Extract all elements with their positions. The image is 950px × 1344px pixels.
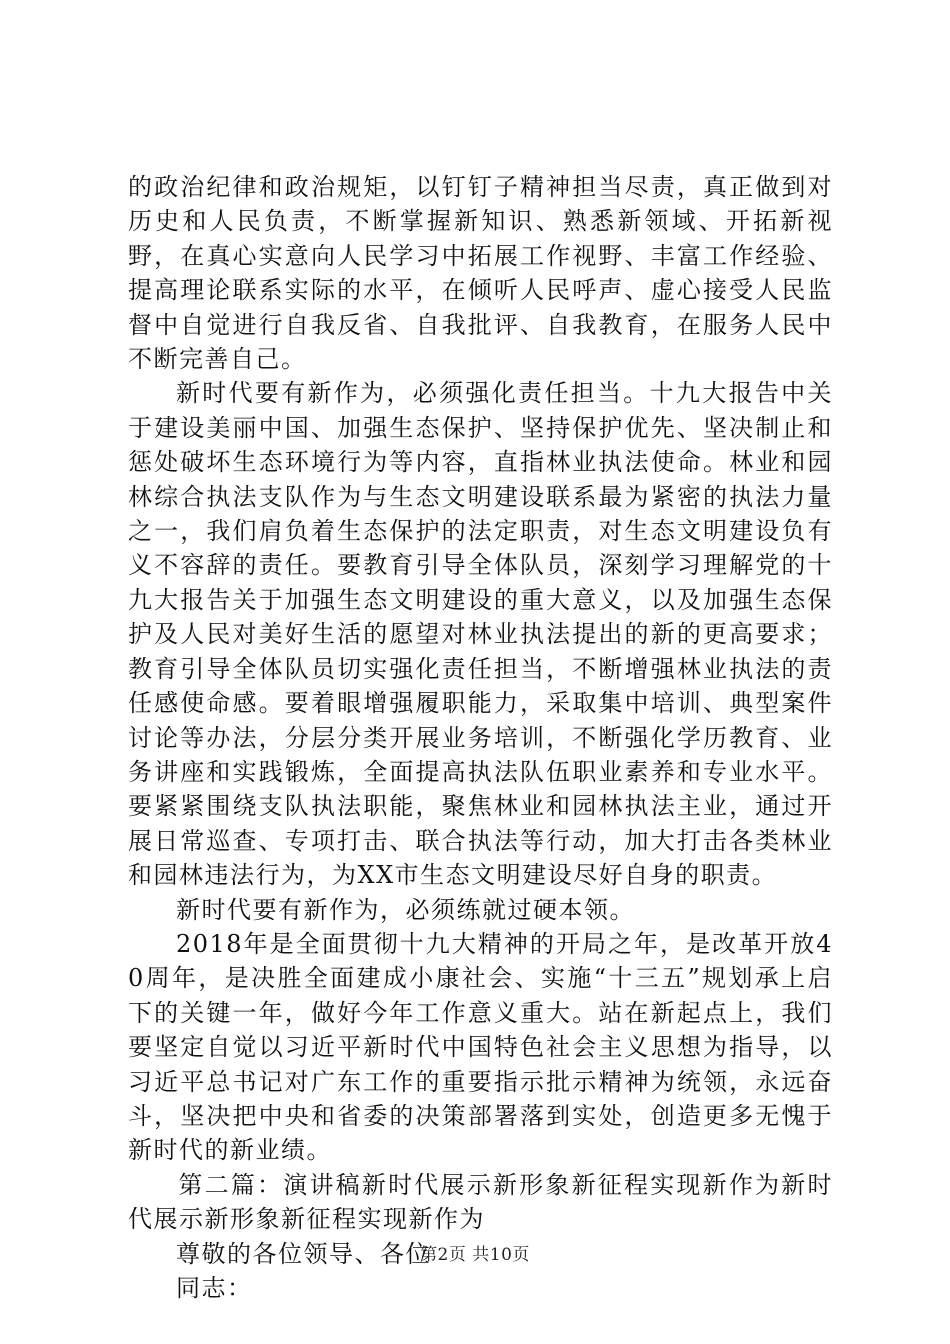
salutation-line-1: 尊敬的各位领导、各位 xyxy=(176,1239,431,1268)
document-body xyxy=(128,170,833,1305)
salutation-line-2: 同志： xyxy=(176,1274,253,1302)
paragraph-continuation: 的政治纪律和政治规矩，以钉钉子精神担当尽责，真正做到对历史和人民负责，不断掌握新知识、熟悉新领域、开拓新视野，在真心实意向人民学习中拓展工作视野、丰富工作经验、提高理论联系实际的水平，在倾听人民呼声、虚心接受人民监督中自觉进行自我反省、自我批评、自我教育，在服务人民中不断完善自己。 xyxy=(128,173,833,374)
paragraph-skills: 新时代要有新作为，必须练就过硬本领。 xyxy=(176,895,635,924)
section-heading: 第二篇：演讲稿新时代展示新形象新征程实现新作为新时代展示新形象新征程实现新作为 xyxy=(128,1170,833,1234)
page-number-footer: 第2页 共10页 xyxy=(420,1245,530,1265)
paragraph-responsibility: 新时代要有新作为，必须强化责任担当。十九大报告中关于建设美丽中国、加强生态保护、坚持保护优先、坚决制止和惩处破坏生态环境行为等内容，直指林业执法使命。林业和园林综合执法支队作为与生态文明建设联系最为紧密的执法力量之一，我们肩负着生态保护的法定职责，对生态文明建设负有义不容辞的责任。要教育引导全体队员，深刻学习理解党的十九大报告关于加强生态文明建设的重大意义，以及加强生态保护及人民对美好生活的愿望对林业执法提出的新的更高要求；教育引导全体队员切实强化责任担当，不断增强林业执法的责任感使命感。要着眼增强履职能力，采取集中培训、典型案件讨论等办法，分层分类开展业务培训，不断强化学历教育、业务讲座和实践锻炼，全面提高执法队伍职业素养和专业水平。要紧紧围绕支队执法职能，聚焦林业和园林执法主业，通过开展日常巡查、专项打击、联合执法等行动，加大打击各类林业和园林违法行为，为XX市生态文明建设尽好自身的职责。 xyxy=(128,379,833,890)
paragraph-2018: 2018年是全面贯彻十九大精神的开局之年，是改革开放40周年，是决胜全面建成小康社会、实施“十三五”规划承上启下的关键一年，做好今年工作意义重大。站在新起点上，我们要坚定自觉以习近平新时代中国特色社会主义思想为指导，以习近平总书记对广东工作的重要指示批示精神为统领，永远奋斗，坚决把中央和省委的决策部署落到实处，创造更多无愧于新时代的新业绩。 xyxy=(128,929,833,1165)
